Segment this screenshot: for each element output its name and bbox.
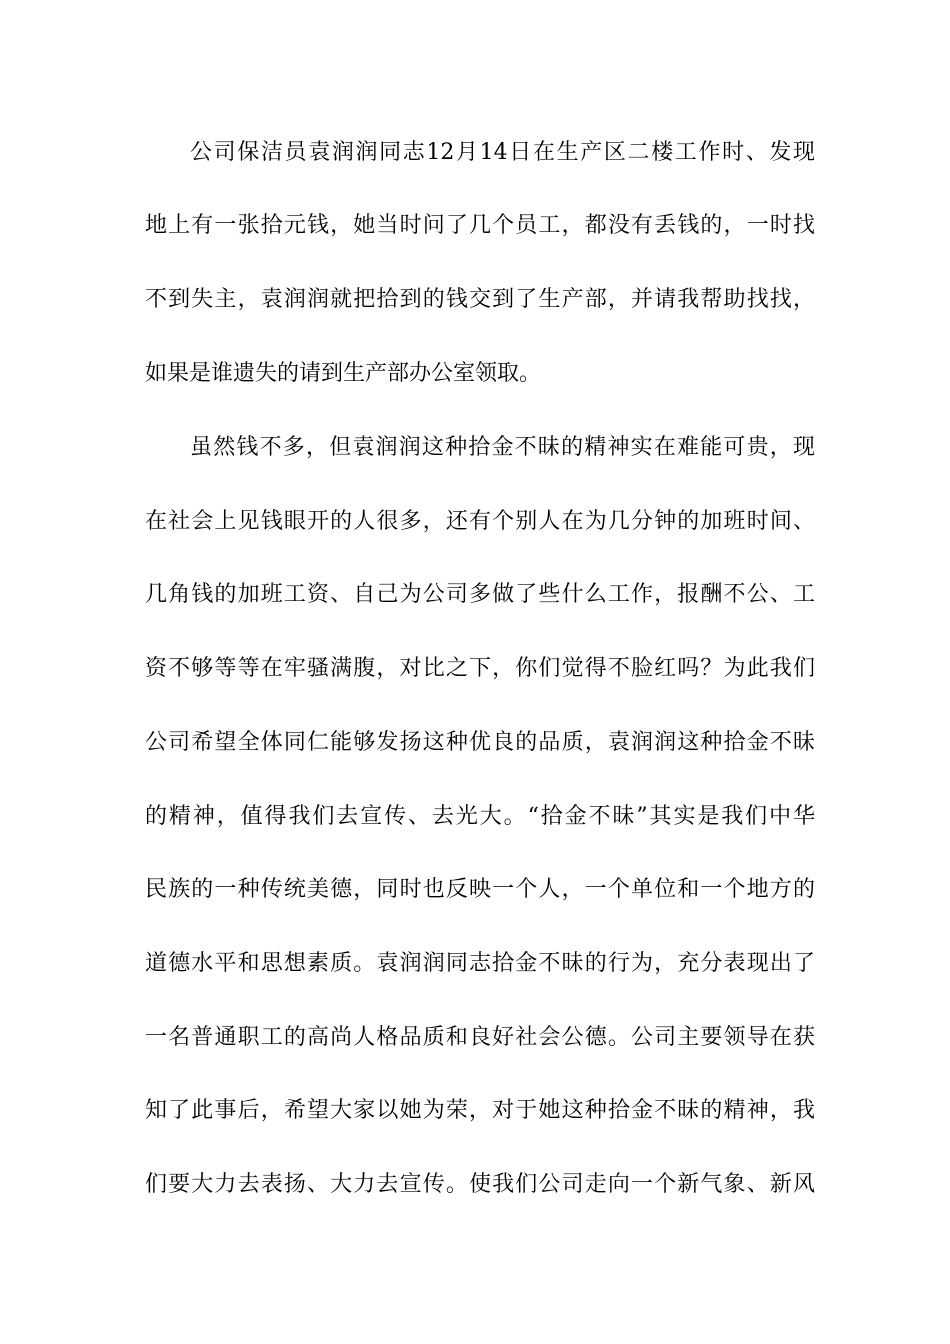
paragraph-1-line-3: 不到失主，袁润润就把拾到的钱交到了生产部，并请我帮助找找， bbox=[145, 287, 815, 312]
paragraph-1-line-1: 公司保洁员袁润润同志12月14日在生产区二楼工作时、发现 bbox=[190, 140, 815, 165]
paragraph-2-line-11: 们要大力去表扬、大力去宣传。使我们公司走向一个新气象、新风 bbox=[145, 1172, 815, 1197]
paragraph-2-line-4: 资不够等等在牢骚满腹，对比之下，你们觉得不脸红吗？为此我们 bbox=[145, 656, 815, 681]
paragraph-2-line-10: 知了此事后，希望大家以她为荣，对于她这种拾金不昧的精神，我 bbox=[145, 1098, 815, 1123]
paragraph-2-line-8: 道德水平和思想素质。袁润润同志拾金不昧的行为，充分表现出了 bbox=[145, 951, 815, 976]
paragraph-2-line-9: 一名普通职工的高尚人格品质和良好社会公德。公司主要领导在获 bbox=[145, 1025, 815, 1050]
paragraph-2-line-5: 公司希望全体同仁能够发扬这种优良的品质，袁润润这种拾金不昧 bbox=[145, 730, 815, 755]
paragraph-1-line-2: 地上有一张拾元钱，她当时问了几个员工，都没有丢钱的，一时找 bbox=[145, 213, 815, 238]
paragraph-2-line-3: 几角钱的加班工资、自己为公司多做了些什么工作，报酬不公、工 bbox=[145, 582, 815, 607]
paragraph-2-line-2: 在社会上见钱眼开的人很多，还有个别人在为几分钟的加班时间、 bbox=[145, 509, 815, 534]
paragraph-2-line-1: 虽然钱不多，但袁润润这种拾金不昧的精神实在难能可贵，现 bbox=[190, 435, 815, 460]
paragraph-2-line-6: 的精神，值得我们去宣传、去光大。“拾金不昧”其实是我们中华 bbox=[145, 804, 815, 829]
paragraph-1-line-4: 如果是谁遗失的请到生产部办公室领取。 bbox=[145, 361, 542, 386]
paragraph-2-line-7: 民族的一种传统美德，同时也反映一个人，一个单位和一个地方的 bbox=[145, 877, 815, 902]
